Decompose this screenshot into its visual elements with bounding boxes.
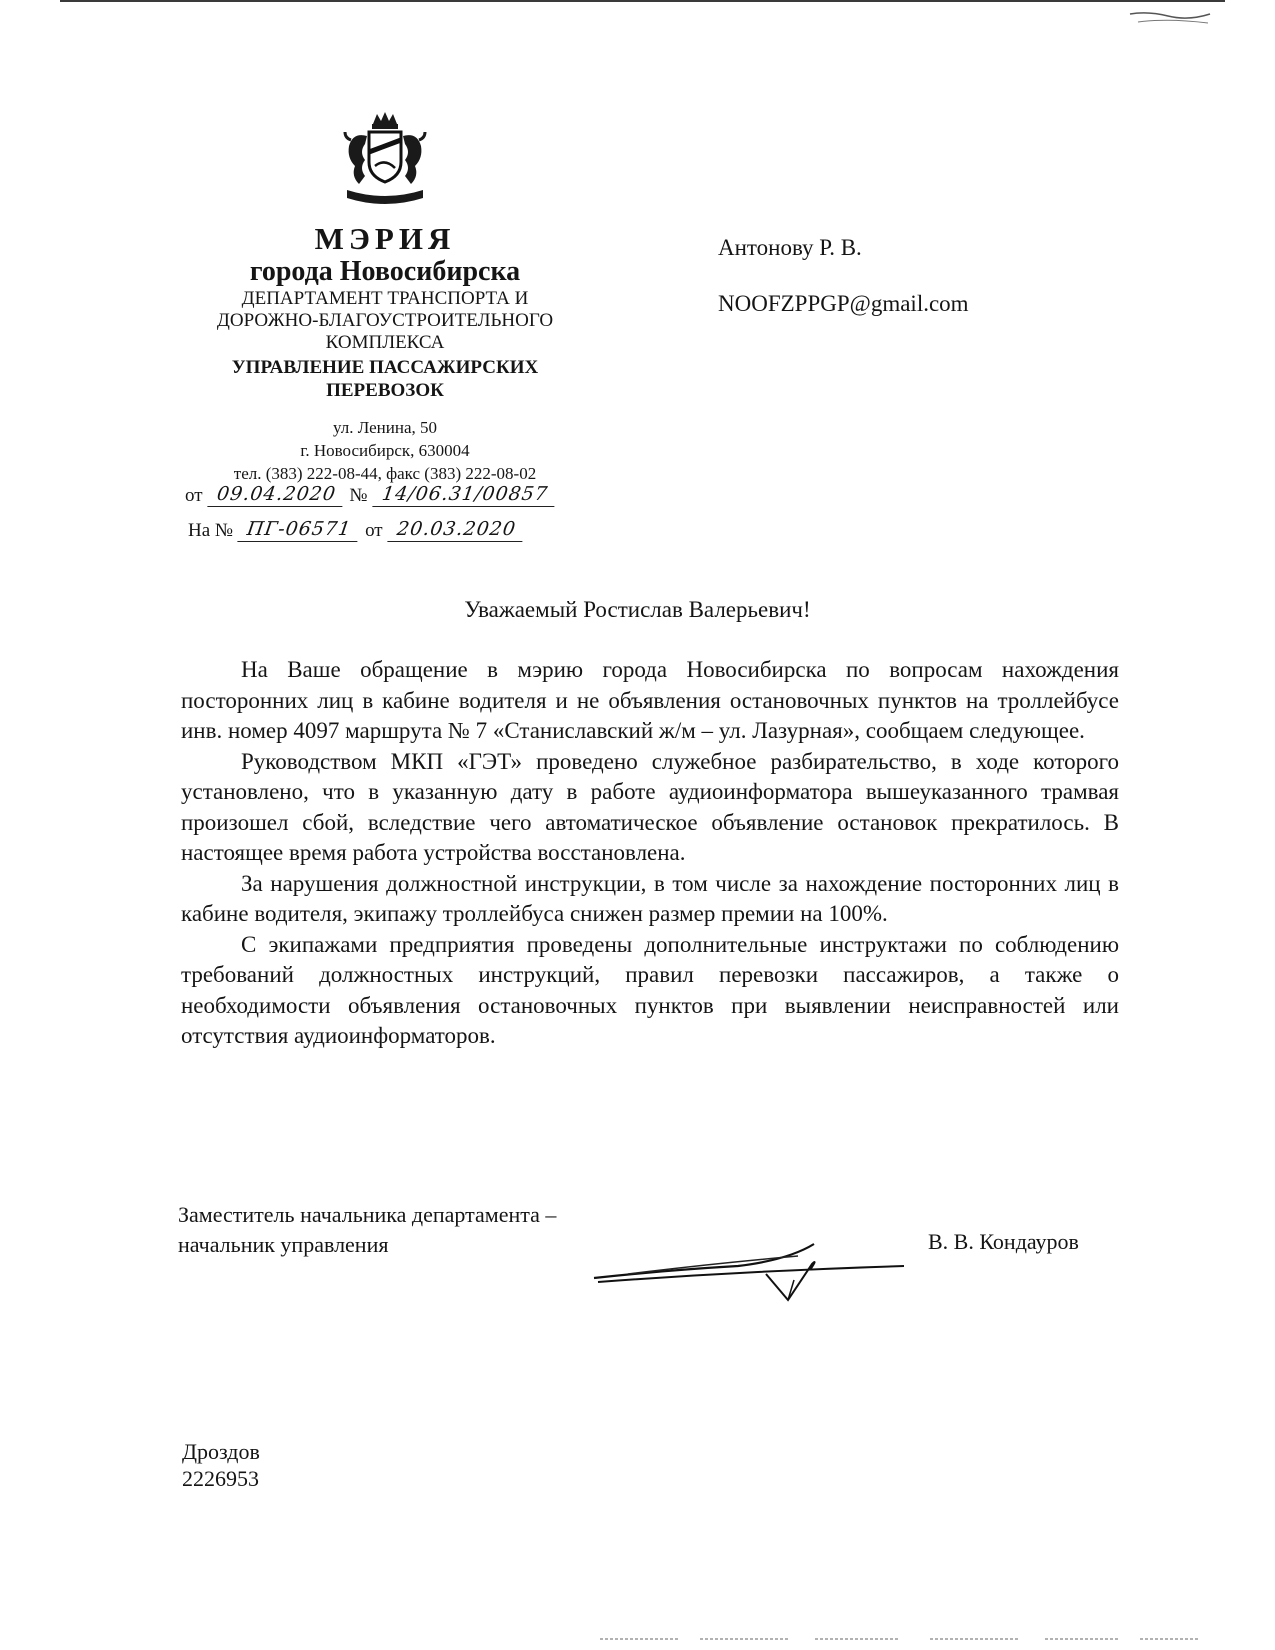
body-paragraph: С экипажами предприятия проведены дополнительные инструктажи по соблюдению требований должностных инструкций, правил перевозки пассажиров, а также о необходимости объявления остановочных пунктов при выявлении неисправностей или отсутствия аудиоинформаторов.	[181, 931, 1119, 1048]
department-line: ДОРОЖНО-БЛАГОУСТРОИТЕЛЬНОГО	[216, 310, 554, 331]
unit-line: УПРАВЛЕНИЕ ПАССАЖИРСКИХ	[231, 357, 539, 378]
reply-date: 20.03.2020	[387, 518, 525, 542]
scan-corner-mark	[1128, 8, 1212, 26]
from-label: от	[185, 485, 203, 506]
reply-label: На №	[188, 520, 234, 541]
unit-line: ПЕРЕВОЗОК	[326, 380, 444, 401]
addressee	[718, 233, 969, 319]
salutation: Уважаемый Ростислав Валерьевич!	[464, 597, 811, 622]
executor-phone: 2226953	[182, 1466, 259, 1491]
signer-name: В. В. Кондауров	[928, 1229, 1079, 1254]
executor	[182, 1438, 260, 1492]
signer-position	[178, 1200, 556, 1260]
body-paragraph: Руководством МКП «ГЭТ» проведено служебное разбирательство, в ходе которого установлено, что в указанную дату в работе аудиоинформатора вышеуказанного трамвая произошел сбой, вследствие чего автоматическое объявление остановок прекратилось. В настоящее время работа устройства восстановлена.	[181, 748, 1119, 865]
letterhead	[185, 110, 585, 485]
org-department	[185, 288, 585, 354]
outgoing-number: 14/06.31/00857	[372, 483, 557, 507]
org-address	[185, 416, 585, 485]
letter-body	[181, 655, 1119, 1052]
org-unit	[185, 356, 585, 402]
novosibirsk-coat-of-arms-icon	[339, 110, 431, 210]
reply-number: ПГ-06571	[237, 518, 360, 542]
address-line: ул. Ленина, 50	[332, 418, 438, 437]
number-label: №	[349, 485, 368, 506]
department-line: КОМПЛЕКСА	[325, 332, 445, 353]
addressee-email: NOOFZPPGP@gmail.com	[718, 291, 969, 316]
executor-name: Дроздов	[182, 1439, 260, 1464]
handwritten-signature-icon	[588, 1230, 908, 1310]
scan-top-edge	[60, 0, 1225, 2]
body-paragraph: За нарушения должностной инструкции, в том числе за нахождение посторонних лиц в кабине водителя, экипажу троллейбуса снижен размер премии на 100%.	[181, 870, 1119, 926]
addressee-name: Антонову Р. В.	[718, 235, 862, 260]
org-title: МЭРИЯ	[314, 221, 456, 256]
body-paragraph: На Ваше обращение в мэрию города Новосибирска по вопросам нахождения посторонних лиц в кабине водителя и не объявления остановочных пунктов на троллейбусе инв. номер 4097 маршрута № 7 «Станиславский ж/м – ул. Лазурная», сообщаем следующее.	[181, 657, 1119, 743]
outgoing-registration	[185, 483, 561, 507]
reply-from-label: от	[365, 520, 383, 541]
reply-registration	[188, 518, 529, 542]
department-line: ДЕПАРТАМЕНТ ТРАНСПОРТА И	[241, 288, 529, 309]
scan-bottom-noise	[600, 1636, 1200, 1642]
position-line: Заместитель начальника департамента –	[178, 1202, 557, 1227]
outgoing-date: 09.04.2020	[207, 483, 345, 507]
address-line: г. Новосибирск, 630004	[300, 441, 470, 460]
position-line: начальник управления	[178, 1232, 389, 1257]
org-city: города Новосибирска	[249, 256, 521, 287]
address-line: тел. (383) 222-08-44, факс (383) 222-08-02	[233, 464, 537, 483]
